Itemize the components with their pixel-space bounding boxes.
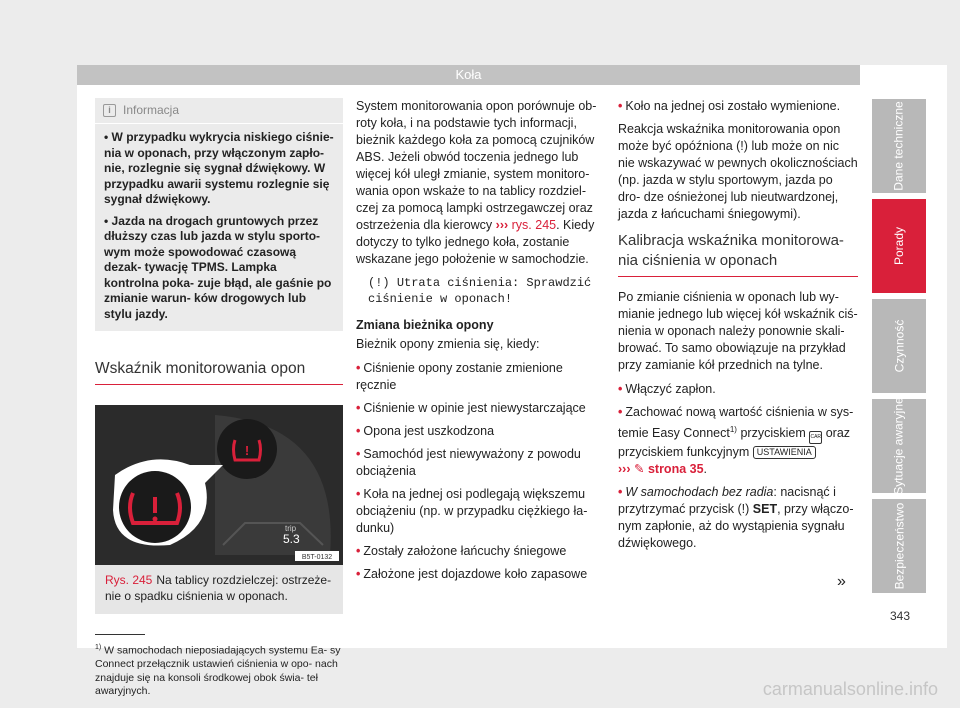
column-right bbox=[618, 98, 858, 558]
page-reference-link[interactable]: strona 35 bbox=[647, 462, 704, 477]
small-tyre-warning-icon bbox=[217, 419, 277, 479]
tab-label: Czynność bbox=[892, 319, 906, 373]
set-button-label: SET bbox=[752, 502, 778, 517]
list-item-text: Zachować nową wartość ciśnienia w sys- temie Easy Connect bbox=[618, 405, 854, 441]
info-bullet-text: W przypadku wykrycia niskiego ciśnie- nia w oponach, przy włączonym zapło- nie, rozlegnie się sygnał dźwiękowy. W przypadku awarii systemu rozlegnie się sygnał dźwiękowy. bbox=[104, 130, 334, 206]
subheading: Zmiana bieżnika opony bbox=[356, 318, 494, 332]
list-item-text: Samochód jest niewyważony z powodu obciążenia bbox=[356, 447, 581, 478]
info-bullet-text: Jazda na drogach gruntowych przez dłuższy czas lub jazda w stylu sporto- wym może spowodować czasową dezak- tywację TPMS. Lampka kontrolna poka- zuje błąd, ale gaśnie po zmianie warun- ków drogowych lub stylu jazdy. bbox=[104, 213, 332, 321]
settings-key: USTAWIENIA bbox=[753, 446, 816, 459]
delay-paragraph bbox=[618, 121, 858, 223]
reference-arrows: ››› bbox=[618, 462, 631, 477]
list-item-text: Zostały założone łańcuchy śniegowe bbox=[363, 544, 567, 558]
tab-dane-techniczne[interactable] bbox=[872, 99, 926, 193]
info-bullet: • W przypadku wykrycia niskiego ciśnie- nia w oponach, przy włączonym zapło- nie, rozlegnie się sygnał dźwiękowy. W przypadku awarii systemu rozlegnie się sygnał dźwiękowy. bbox=[104, 130, 334, 206]
column-left bbox=[95, 98, 343, 699]
figure-number: Rys. 245 bbox=[105, 573, 153, 587]
footnote-text: W samochodach nieposiadających systemu Ea- sy Connect przełącznik ustawień ciśnienia w opo- nach znajduje się na konsoli środkowej obok świa- teł awaryjnych. bbox=[95, 644, 341, 697]
figure-reference-link[interactable]: rys. 245 bbox=[511, 218, 557, 232]
list-item-text: . bbox=[703, 462, 708, 477]
list-item-text: przyciskiem bbox=[740, 426, 806, 441]
list-item-text: : nacisnąć i przytrzymać przycisk bbox=[618, 485, 836, 517]
intro-text: System monitorowania opon porównuje ob- roty koła, i na podstawie tych informacji, bieżnik każdego koła za pomocą czujników ABS. Jeżeli obwód toczenia jednego lub więcej kół uległ zmianie, system monitoro- wania opon wskaże to na tablicy rozdziel- czej za pomocą lampki ostrzegawczej oraz ostrzeżenia dla kierowcy bbox=[356, 99, 597, 232]
list-item-text: Założone jest dojazdowe koło zapasowe bbox=[363, 567, 588, 581]
tab-sytuacje-awaryjne[interactable] bbox=[872, 399, 926, 493]
calibration-heading: Kalibracja wskaźnika monitorowa- nia ciśnienia w oponach bbox=[618, 231, 858, 277]
paragraph-text: Reakcja wskaźnika monitorowania opon może być opóźniona bbox=[618, 122, 841, 153]
tab-label: Bezpieczeństwo bbox=[892, 502, 906, 590]
list-item: • Zostały założone łańcuchy śniegowe bbox=[356, 544, 567, 558]
continue-marker: » bbox=[837, 573, 846, 590]
warning-message-text: Utrata ciśnienia: Sprawdzić ciśnienie w oponach! bbox=[368, 276, 592, 306]
intro-paragraph bbox=[356, 98, 605, 268]
info-box-heading: Informacja bbox=[123, 103, 180, 117]
lead-text: Bieżnik opony zmienia się, kiedy: bbox=[356, 337, 540, 351]
list-item: • Ciśnienie opony zostanie zmienione ręcznie bbox=[356, 361, 563, 392]
footnote-rule bbox=[95, 634, 145, 635]
page-title: Koła bbox=[455, 67, 482, 82]
paragraph-text: lub może on nic nie wskazywać w pewnych okolicznościach (np. jazda w stylu sportowym, jazda po dro- dze ośnieżonej lub nieutwardzonej, jazda z łańcuchami śniegowymi). bbox=[618, 139, 858, 221]
calibration-paragraph: Po zmianie ciśnienia w oponach lub wy- mianie jednego lub więcej kół wskaźnik ciś- nienia w oponach należy ponownie skali- brować. To samo obowiązuje na przykład przy zamianie kół przednich na tylne. bbox=[618, 290, 858, 372]
list-item-text: , przy włączo- nym zapłonie, aż do wystąpienia sygnału dźwiękowego. bbox=[618, 502, 854, 551]
tab-porady[interactable] bbox=[872, 199, 926, 293]
list-item-text: Koła na jednej osi podlegają większemu obciążeniu (np. w przypadku ciężkiego ła- dunku) bbox=[356, 487, 588, 535]
column-middle bbox=[356, 98, 605, 589]
list-item-text: Ciśnienie opony zostanie zmienione ręcznie bbox=[356, 361, 563, 392]
tyre-warning-symbol-icon: (!) bbox=[737, 502, 750, 517]
list-item-text: W samochodach bez radia bbox=[625, 485, 774, 500]
figure-caption-text: Na tablicy rozdzielczej: ostrzeże- nie o spadku ciśnienia w oponach. bbox=[105, 573, 332, 603]
list-item: • Założone jest dojazdowe koło zapasowe bbox=[356, 567, 588, 581]
list-item-text: Ciśnienie w opinie jest niewystarczające bbox=[363, 401, 586, 415]
tyre-warning-symbol-icon: (!) bbox=[368, 276, 390, 290]
tyre-warning-symbol-icon: (!) bbox=[736, 139, 748, 153]
info-icon: i bbox=[103, 104, 116, 117]
car-button-icon: CAR bbox=[809, 431, 822, 444]
figure-caption bbox=[95, 565, 343, 604]
reference-arrows: ››› bbox=[495, 218, 509, 232]
intro-text-end: . Kiedy dotyczy to tylko jednego koła, zostanie wskazane jego położenie w samochodzie. bbox=[356, 218, 595, 266]
info-box bbox=[95, 98, 343, 331]
list-item-text: Włączyć zapłon. bbox=[625, 382, 716, 396]
tab-label: Sytuacje awaryjne bbox=[892, 397, 907, 495]
footnote-marker: 1) bbox=[95, 644, 102, 651]
tab-label: Dane techniczne bbox=[892, 101, 907, 191]
list-item: • W samochodach bez radia: nacisnąć i przytrzymać przycisk (!) SET, przy włączo- nym zapłonie, aż do wystąpienia sygnału dźwiękowego. bbox=[618, 485, 854, 551]
list-item: • Koło na jednej osi zostało wymienione. bbox=[618, 99, 841, 113]
display-trip-value: 5.3 bbox=[283, 532, 300, 546]
list-item: • Włączyć zapłon. bbox=[618, 382, 716, 396]
section-heading: Wskaźnik monitorowania opon bbox=[95, 359, 343, 385]
tab-bezpieczenstwo[interactable] bbox=[872, 499, 926, 593]
figure-245 bbox=[95, 405, 343, 614]
list-item: • Koła na jednej osi podlegają większemu obciążeniu (np. w przypadku ciężkiego ła- dunku) bbox=[356, 487, 588, 535]
list-item: • Samochód jest niewyważony z powodu obciążenia bbox=[356, 447, 581, 478]
list-item-text: oraz przyciskiem funkcyjnym bbox=[618, 426, 851, 460]
footnote-ref: 1) bbox=[729, 425, 737, 434]
list-item: • Opona jest uszkodzona bbox=[356, 424, 495, 438]
svg-text:!: ! bbox=[244, 443, 250, 458]
watermark: carmanualsonline.info bbox=[762, 679, 938, 699]
display-trip-label: trip bbox=[285, 524, 297, 533]
figure-code: B5T-0132 bbox=[301, 554, 333, 561]
dashboard-illustration bbox=[95, 405, 343, 565]
list-item: • Ciśnienie w opinie jest niewystarczające bbox=[356, 401, 586, 415]
info-bullet: • Jazda na drogach gruntowych przez dłuższy czas lub jazda w stylu sporto- wym może spowodować czasową dezak- tywację TPMS. Lampka kontrolna poka- zuje błąd, ale gaśnie po zmianie warun- ków drogowych lub stylu jazdy. bbox=[104, 213, 332, 321]
page-number: 343 bbox=[889, 609, 911, 623]
warning-message bbox=[368, 275, 605, 307]
list-item: • Zachować nową wartość ciśnienia w sys- temie Easy Connect$^{1)}$ przyciskiem CAR oraz przyciskiem funkcyjnym USTAWIENIA ››› ✎ strona 35. bbox=[618, 405, 854, 477]
tab-label: Porady bbox=[892, 226, 906, 266]
info-box-header bbox=[95, 98, 343, 124]
list-item-text: Opona jest uszkodzona bbox=[363, 424, 495, 438]
page-reference-icon: ✎ bbox=[633, 462, 645, 477]
tab-czynnosc[interactable] bbox=[872, 299, 926, 393]
list-item-text: Koło na jednej osi zostało wymienione. bbox=[625, 99, 841, 113]
